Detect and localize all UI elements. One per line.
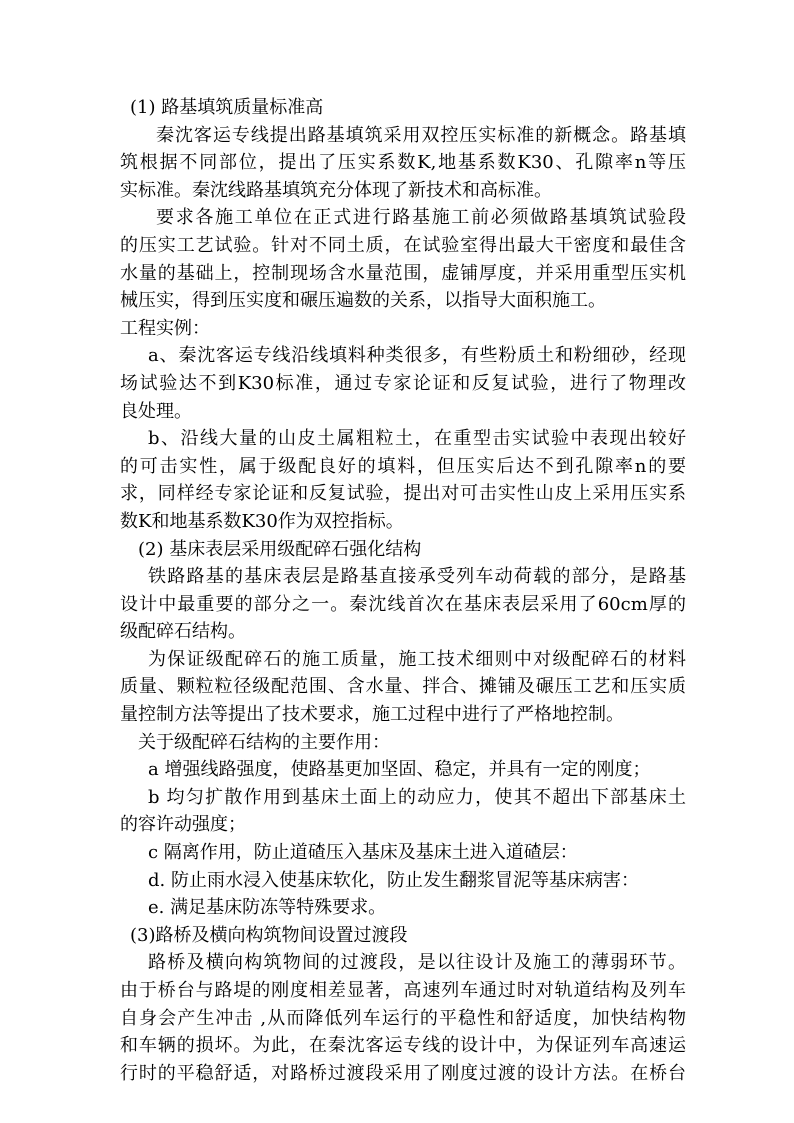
section-heading: (1) 路基填筑质量标准高 bbox=[130, 97, 324, 118]
text-line: 要求各施工单位在正式进行路基施工前必须做路基填筑试验段 bbox=[156, 207, 686, 229]
text-line: 求，同样经专家论证和反复试验，提出对可击实性山皮上采用压实系 bbox=[120, 483, 686, 505]
text-line: 的压实工艺试验。针对不同土质，在试验室得出最大干密度和最佳含 bbox=[120, 234, 686, 256]
text-line: b 均匀扩散作用到基床土面上的动应力，使其不超出下部基床土 bbox=[148, 786, 686, 808]
text-line: 数K和地基系数K30作为双控指标。 bbox=[120, 510, 404, 532]
text-line: c 隔离作用，防止道碴压入基床及基床土进入道碴层： bbox=[148, 842, 578, 864]
text-line: 场试验达不到K30标准，通过专家论证和反复试验，进行了物理改 bbox=[120, 372, 686, 394]
text-line: e. 满足基床防冻等特殊要求。 bbox=[148, 897, 387, 919]
text-line: 实标准。秦沈线路基填筑充分体现了新技术和高标准。 bbox=[120, 179, 552, 201]
text-line: 秦沈客运专线提出路基填筑采用双控压实标准的新概念。路基填 bbox=[156, 124, 686, 146]
text-line: 行时的平稳舒适，对路桥过渡段采用了刚度过渡的设计方法。在桥台 bbox=[120, 1062, 686, 1084]
text-line: 级配碎石结构。 bbox=[120, 621, 246, 643]
text-line: 量控制方法等提出了技术要求，施工过程中进行了严格地控制。 bbox=[120, 704, 624, 726]
text-line: 筑根据不同部位，提出了压实系数K,地基系数K30、孔隙率n等压 bbox=[120, 152, 686, 174]
text-line: 设计中最重要的部分之一。秦沈线首次在基床表层采用了60cm厚的 bbox=[120, 593, 686, 615]
text-line: 和车辆的损坏。为此，在秦沈客运专线的设计中，为保证列车高速运 bbox=[120, 1035, 686, 1057]
text-line: 械压实，得到压实度和碾压遍数的关系，以指导大面积施工。 bbox=[120, 290, 606, 312]
document-body bbox=[120, 94, 686, 1087]
text-line: a、秦沈客运专线沿线填料种类很多，有些粉质土和粉细砂，经现 bbox=[148, 345, 686, 367]
text-line: 关于级配碎石结构的主要作用： bbox=[138, 731, 390, 753]
text-line: 水量的基础上，控制现场含水量范围，虚铺厚度，并采用重型压实机 bbox=[120, 262, 686, 284]
text-line: 铁路路基的基床表层是路基直接承受列车动荷载的部分，是路基 bbox=[148, 566, 686, 588]
text-line: 自身会产生冲击 ,从而降低列车运行的平稳性和舒适度，加快结构物 bbox=[120, 1007, 686, 1029]
text-line: d. 防止雨水浸入使基床软化，防止发生翻浆冒泥等基床病害： bbox=[148, 869, 639, 891]
text-line: 路桥及横向构筑物间的过渡段，是以往设计及施工的薄弱环节。 bbox=[148, 952, 686, 974]
section-heading: (3)路桥及横向构筑物间设置过渡段 bbox=[130, 924, 408, 946]
text-line: 工程实例： bbox=[120, 317, 210, 339]
text-line: 为保证级配碎石的施工质量，施工技术细则中对级配碎石的材料 bbox=[148, 648, 686, 670]
text-line: 质量、颗粒粒径级配范围、含水量、拌合、摊铺及碾压工艺和压实质 bbox=[120, 676, 686, 698]
text-line: 良处理。 bbox=[120, 400, 192, 422]
text-line: 由于桥台与路堤的刚度相差显著，高速列车通过时对轨道结构及列车 bbox=[120, 980, 686, 1001]
section-heading: (2) 基床表层采用级配碎石强化结构 bbox=[138, 538, 422, 560]
text-line: b、沿线大量的山皮土属粗粒土，在重型击实试验中表现出较好 bbox=[148, 428, 686, 450]
text-line: a 增强线路强度，使路基更加坚固、稳定，并具有一定的刚度； bbox=[148, 759, 651, 781]
text-line: 的可击实性，属于级配良好的填料，但压实后达不到孔隙率n的要 bbox=[120, 455, 686, 477]
text-line: 的容许动强度； bbox=[120, 814, 246, 836]
